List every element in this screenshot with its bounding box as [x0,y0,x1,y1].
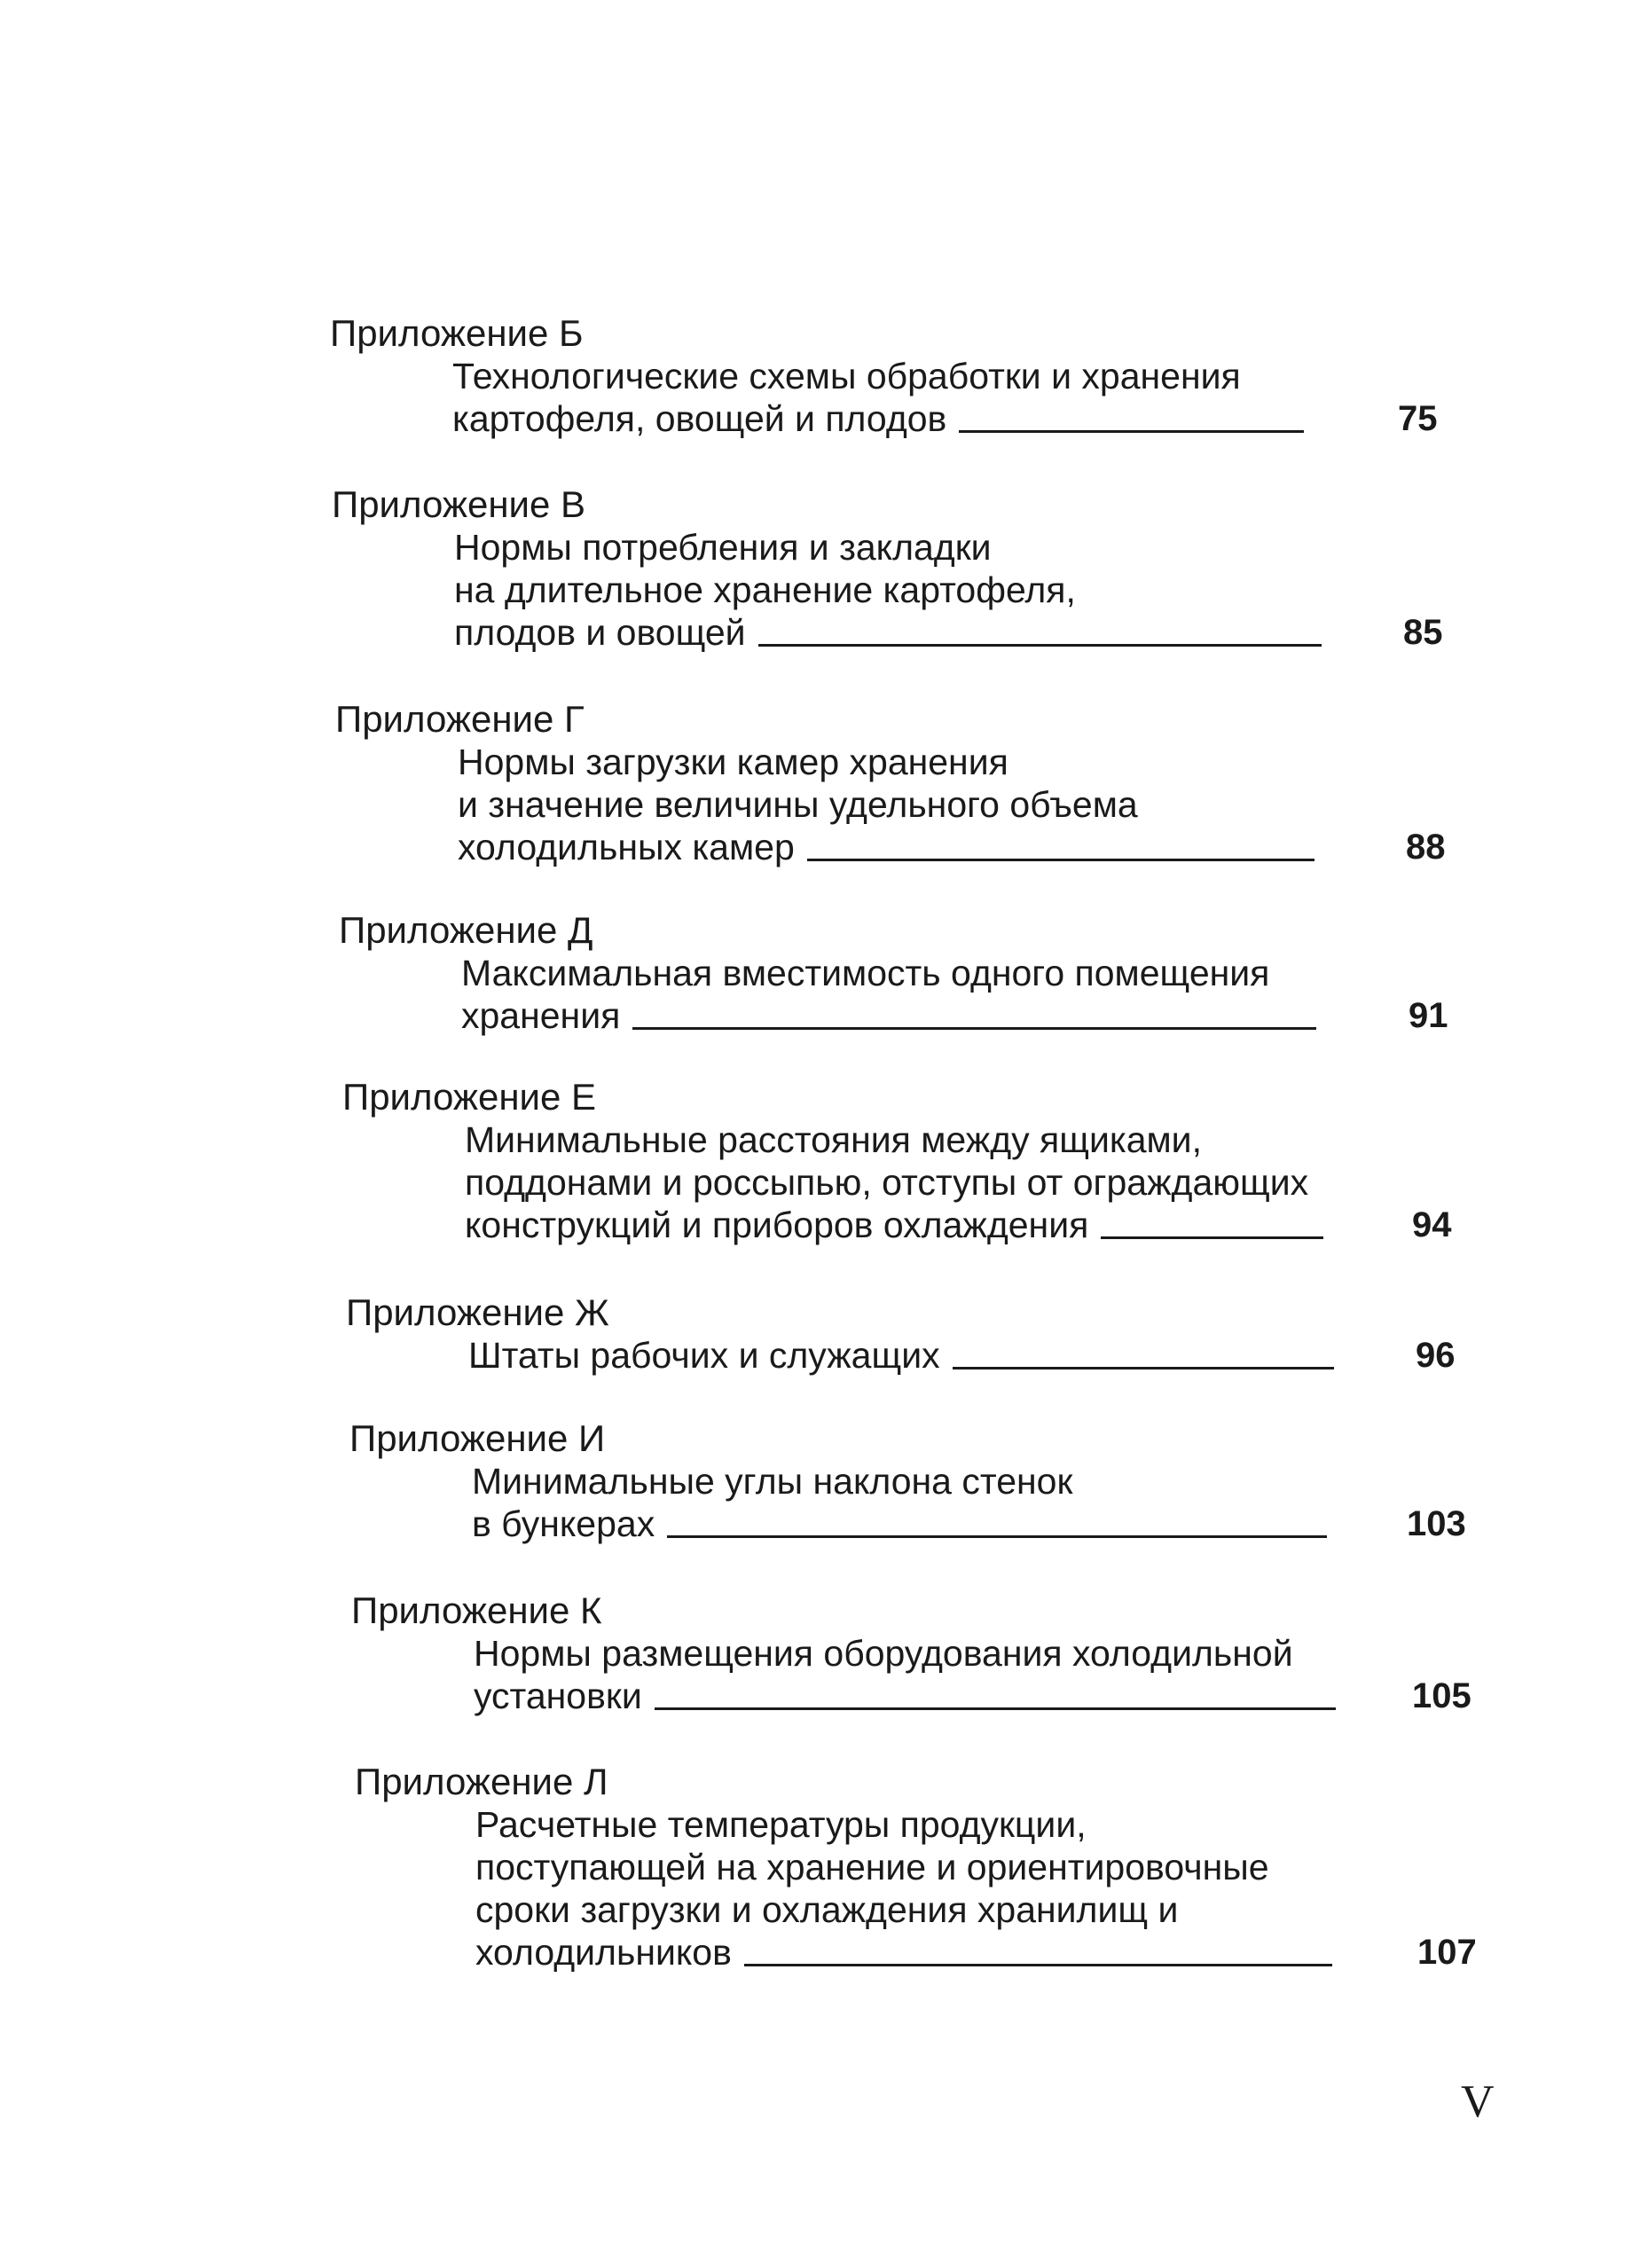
entry-description-last-line [468,1334,1334,1377]
entry-description-text: на длительное хранение картофеля, [454,569,1076,610]
appendix-title: Приложение Е [342,1076,597,1118]
entry-description-last-line [452,397,1304,440]
appendix-title: Приложение Ж [346,1291,609,1333]
leader-line [667,1535,1327,1538]
page-number: 94 [1412,1205,1452,1244]
entry-description-line [465,1161,1308,1204]
leader-line [758,644,1322,647]
page-number: 105 [1412,1676,1471,1715]
entry-description-line [475,1846,1269,1888]
appendix-title: Приложение Б [330,312,584,354]
entry-description-line [454,526,992,569]
entry-description-line [475,1803,1087,1846]
entry-description-text: в бункерах [472,1503,655,1544]
entry-description-text: холодильников [475,1932,732,1973]
entry-description-line [458,741,1008,783]
entry-description-last-line [461,994,1316,1037]
page-number: 91 [1409,996,1448,1035]
appendix-title: Приложение К [351,1589,602,1631]
entry-description-text: плодов и овощей [454,612,746,653]
entry-description-text: поступающей на хранение и ориентировочные [475,1847,1269,1887]
entry-description-text: хранения [461,995,621,1036]
entry-description-text: Нормы загрузки камер хранения [458,742,1008,782]
page-number: 103 [1407,1504,1466,1543]
leader-line [1101,1236,1323,1239]
entry-description-last-line [454,611,1322,654]
leader-line [655,1707,1336,1710]
page-number: 75 [1398,399,1438,438]
entry-description-line [461,952,1269,994]
appendix-title: Приложение И [349,1417,606,1459]
entry-description-text: картофеля, овощей и плодов [452,398,947,439]
entry-description-text: Минимальные расстояния между ящиками, [465,1119,1202,1160]
entry-description-last-line [465,1204,1323,1246]
entry-description-line [474,1632,1293,1675]
entry-description-text: Нормы размещения оборудования холодильной [474,1633,1293,1674]
entry-description-text: Расчетные температуры продукции, [475,1804,1087,1845]
page-number: 88 [1406,828,1446,867]
entry-description-last-line [472,1503,1327,1545]
entry-description-text: Максимальная вместимость одного помещения [461,953,1270,993]
entry-description-text: Штаты рабочих и служащих [468,1335,940,1376]
entry-description-line [465,1118,1202,1161]
leader-line [744,1964,1332,1966]
leader-line [807,859,1314,861]
entry-description-text: Технологические схемы обработки и хранения [452,356,1241,396]
page-number: 96 [1416,1336,1456,1375]
entry-description-text: поддонами и россыпью, отступы от ограждающих [465,1162,1309,1203]
entry-description-line [475,1888,1178,1931]
entry-description-text: Минимальные углы наклона стенок [472,1461,1073,1502]
page-number: 107 [1417,1933,1477,1972]
leader-line [632,1027,1316,1030]
appendix-title: Приложение Д [339,909,593,951]
entry-description-text: Нормы потребления и закладки [454,527,992,568]
leader-line [959,430,1304,433]
appendix-title: Приложение Л [355,1761,608,1802]
entry-description-line [458,783,1138,826]
entry-description-text: сроки загрузки и охлаждения хранилищ и [475,1889,1179,1930]
page-folio: V [1461,2076,1495,2127]
leader-line [953,1367,1334,1369]
entry-description-last-line [458,826,1314,868]
entry-description-text: конструкций и приборов охлаждения [465,1205,1089,1245]
entry-description-text: холодильных камер [458,827,795,867]
entry-description-line [454,569,1076,611]
entry-description-line [472,1460,1072,1503]
appendix-title: Приложение В [332,483,586,525]
entry-description-line [452,355,1241,397]
entry-description-text: и значение величины удельного объема [458,784,1138,825]
entry-description-text: установки [474,1675,642,1716]
entry-description-last-line [475,1931,1332,1974]
appendix-title: Приложение Г [335,698,585,740]
entry-description-last-line [474,1675,1336,1717]
page-number: 85 [1403,613,1443,652]
